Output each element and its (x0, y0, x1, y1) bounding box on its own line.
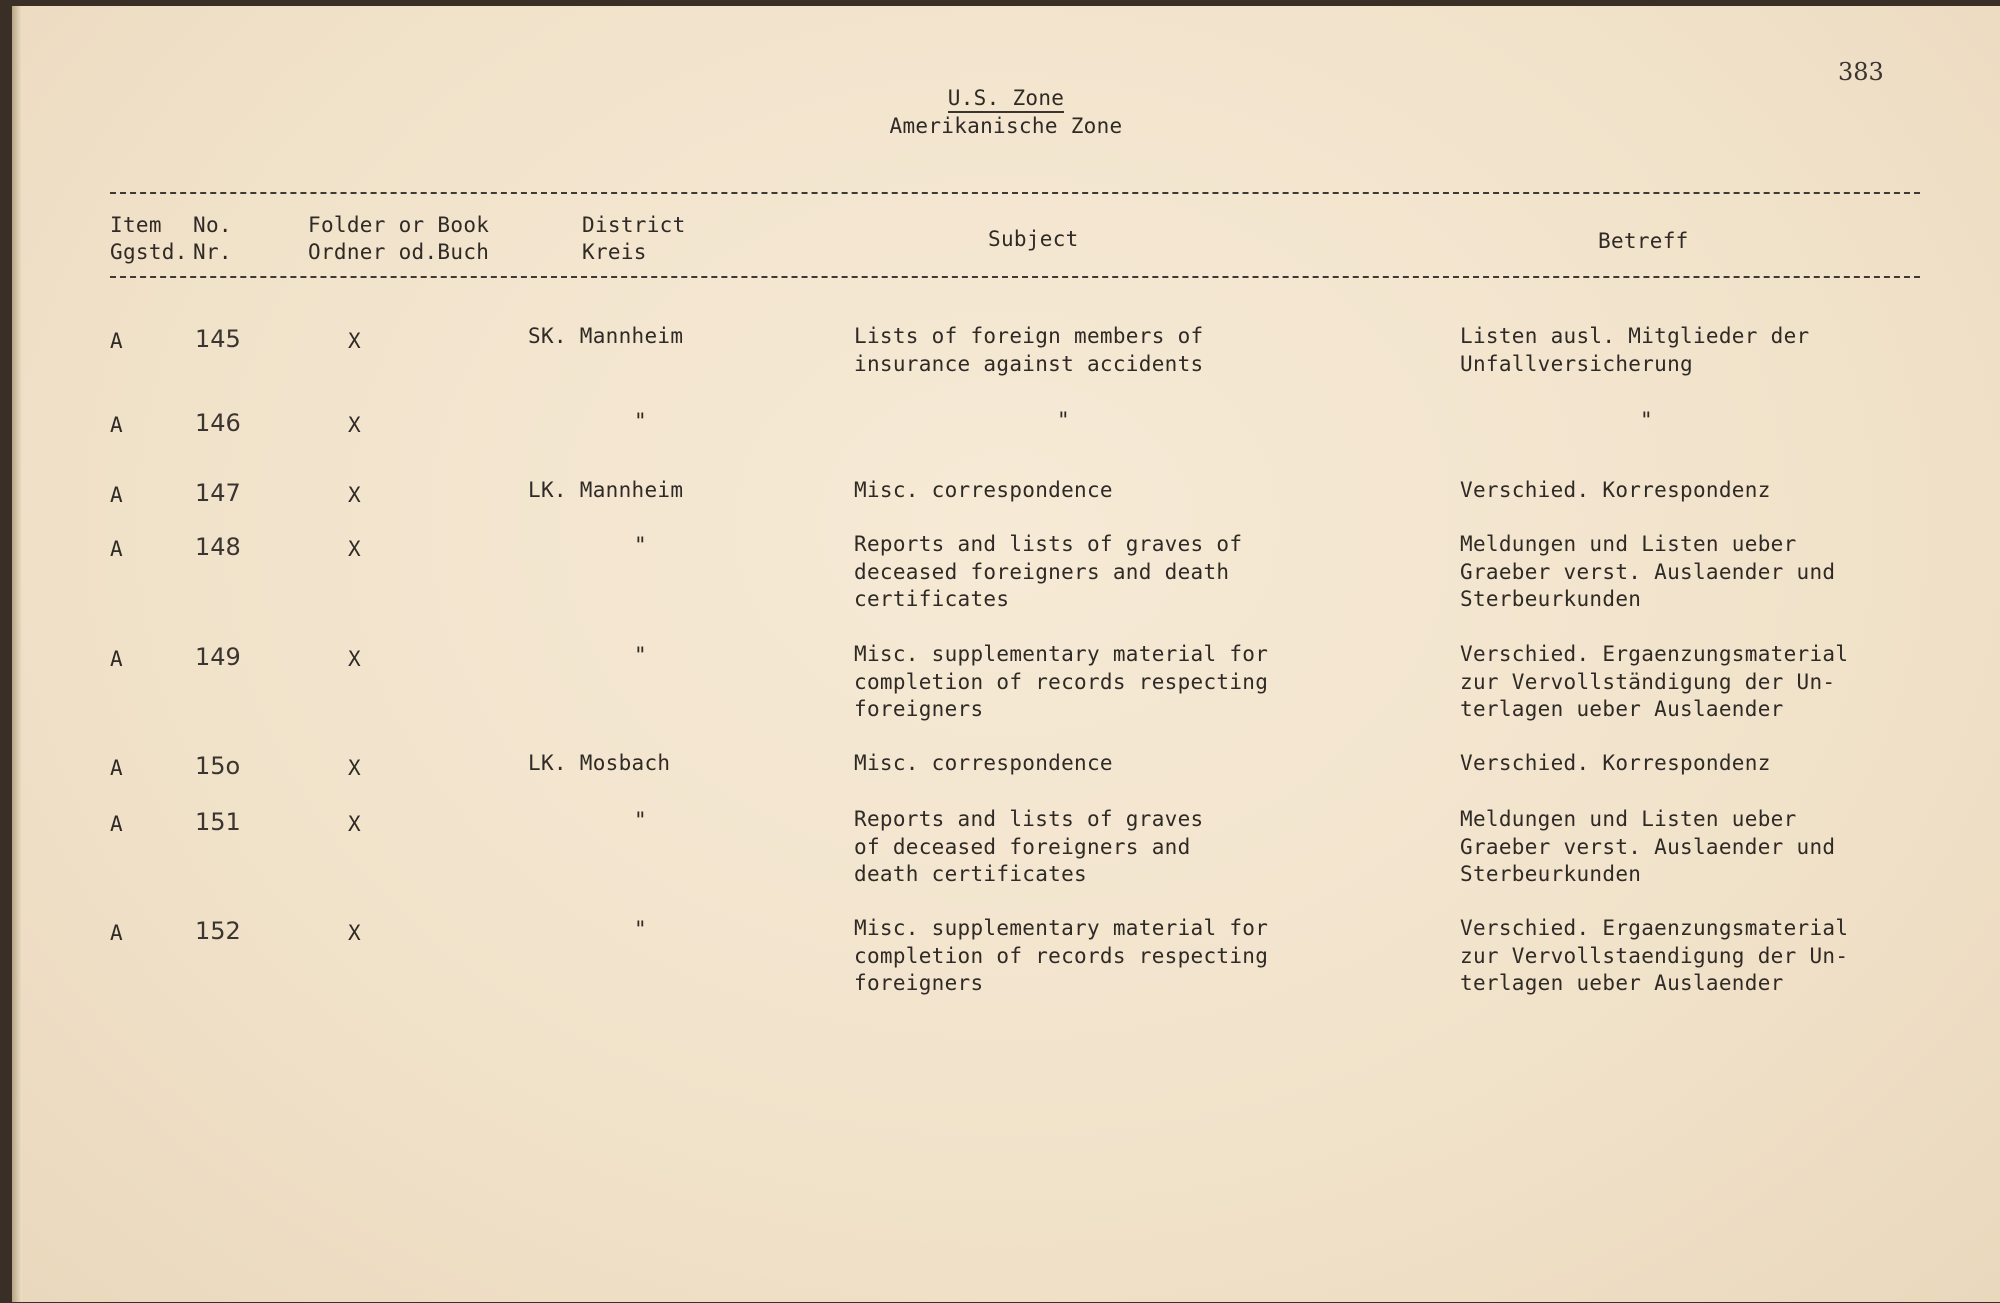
subject-line: Lists of foreign members of (854, 324, 1204, 348)
district-cell: SK. Mannheim (528, 324, 684, 348)
betreff-line: Verschied. Korrespondenz (1460, 751, 1771, 775)
header-folder-de: Ordner od.Buch (308, 240, 490, 264)
header-subject: Subject (988, 227, 1079, 251)
betreff-line: Meldungen und Listen ueber (1460, 532, 1797, 556)
header-item-de: Ggstd. (110, 240, 188, 264)
district-cell: LK. Mannheim (528, 478, 684, 502)
betreff-line: Verschied. Ergaenzungsmaterial (1460, 916, 1849, 940)
district-cell: " (634, 409, 647, 433)
betreff-line: Graeber verst. Auslaender und (1460, 834, 1836, 859)
subject-line: foreigners (854, 697, 984, 721)
number-cell: 147 (195, 479, 241, 507)
header-district-de: Kreis (582, 240, 647, 264)
betreff-line: " (1640, 408, 1653, 432)
subject-line: Misc. supplementary material for (854, 642, 1269, 666)
number-cell: 151 (195, 808, 241, 836)
number-cell: 152 (195, 917, 241, 945)
folder-cell: X (348, 537, 361, 561)
betreff-line: Sterbeurkunden (1460, 862, 1642, 886)
subject-line: completion of records respecting (854, 669, 1269, 694)
subject-line: deceased foreigners and death (854, 559, 1230, 584)
header-betreff: Betreff (1598, 229, 1689, 253)
subject-line: completion of records respecting (854, 943, 1269, 968)
district-cell: " (634, 917, 647, 941)
subject-line: Misc. correspondence (854, 751, 1113, 775)
number-cell: 145 (195, 325, 241, 353)
betreff-line: Listen ausl. Mitglieder der (1460, 324, 1810, 348)
item-cell: A (110, 812, 123, 836)
item-cell: A (110, 647, 123, 671)
betreff-line: terlagen ueber Auslaender (1460, 971, 1784, 995)
page-title-en (12, 86, 2000, 110)
district-cell: LK. Mosbach (528, 751, 671, 775)
subject-line: Reports and lists of graves (854, 807, 1204, 831)
number-cell: 15o (195, 752, 241, 780)
betreff-line: Verschied. Korrespondenz (1460, 478, 1771, 502)
header-folder-en: Folder or Book (308, 213, 490, 237)
betreff-line: Unfallversicherung (1460, 351, 1693, 376)
folder-cell: X (348, 812, 361, 836)
number-cell: 146 (195, 409, 241, 437)
number-cell: 148 (195, 533, 241, 561)
subject-line: death certificates (854, 862, 1087, 886)
item-cell: A (110, 537, 123, 561)
betreff-line: zur Vervollstaendigung der Un- (1460, 943, 1849, 968)
folder-cell: X (348, 756, 361, 780)
header-district-en: District (582, 213, 686, 237)
header-top-rule (110, 192, 1920, 194)
betreff-line: zur Vervollständigung der Un- (1460, 669, 1836, 694)
district-cell: " (634, 533, 647, 557)
folder-cell: X (348, 647, 361, 671)
betreff-line: terlagen ueber Auslaender (1460, 697, 1784, 721)
page-title-en-text: U.S. Zone (948, 86, 1065, 113)
item-cell: A (110, 329, 123, 353)
subject-line: foreigners (854, 971, 984, 995)
district-cell: " (634, 808, 647, 832)
betreff-line: Meldungen und Listen ueber (1460, 807, 1797, 831)
subject-line: insurance against accidents (854, 351, 1204, 376)
header-bottom-rule (110, 276, 1920, 278)
betreff-line: Graeber verst. Auslaender und (1460, 559, 1836, 584)
header-no-de: Nr. (193, 240, 232, 264)
document-page (12, 6, 2000, 1302)
header-no-en: No. (193, 213, 232, 237)
betreff-line: Sterbeurkunden (1460, 587, 1642, 611)
subject-line: Misc. correspondence (854, 478, 1113, 502)
page-number: 383 (1838, 58, 1884, 86)
folder-cell: X (348, 413, 361, 437)
page-title-de: Amerikanische Zone (889, 114, 1123, 138)
header-item-en: Item (110, 213, 162, 237)
district-cell: " (634, 643, 647, 667)
betreff-line: Verschied. Ergaenzungsmaterial (1460, 642, 1849, 666)
subject-line: Reports and lists of graves of (854, 532, 1243, 556)
subject-line: Misc. supplementary material for (854, 916, 1269, 940)
folder-cell: X (348, 329, 361, 353)
item-cell: A (110, 921, 123, 945)
number-cell: 149 (195, 643, 241, 671)
subject-line: certificates (854, 587, 1010, 611)
item-cell: A (110, 483, 123, 507)
item-cell: A (110, 413, 123, 437)
subject-line: of deceased foreigners and (854, 834, 1191, 859)
folder-cell: X (348, 921, 361, 945)
folder-cell: X (348, 483, 361, 507)
item-cell: A (110, 756, 123, 780)
subject-line: " (1057, 408, 1070, 432)
